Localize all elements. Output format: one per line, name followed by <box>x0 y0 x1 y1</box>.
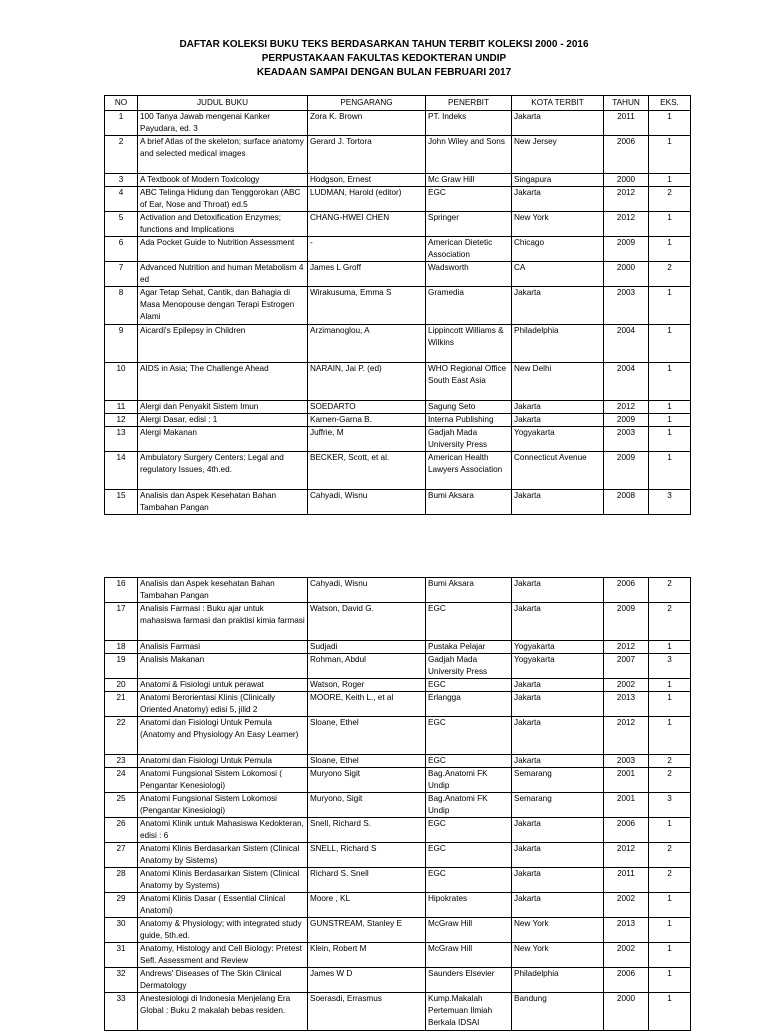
cell-tahun: 2007 <box>604 654 649 679</box>
cell-penerbit: John Wiley and Sons <box>426 136 512 174</box>
cell-kota: Chicago <box>512 237 604 262</box>
cell-no: 1 <box>105 111 138 136</box>
table-row <box>105 363 691 401</box>
cell-pengarang: Klein, Robert M <box>308 943 426 968</box>
cell-kota: Jakarta <box>512 414 604 427</box>
cell-tahun: 2009 <box>604 414 649 427</box>
cell-kota: Jakarta <box>512 843 604 868</box>
cell-pengarang: Watson, Roger <box>308 679 426 692</box>
cell-eks: 1 <box>649 452 691 490</box>
cell-judul: Anatomi Fungsional Sistem Lokomosi (Pengantar Kinesiologi) <box>138 793 308 818</box>
cell-no: 3 <box>105 174 138 187</box>
cell-no: 19 <box>105 654 138 679</box>
cell-pengarang: Soerasdi, Errasmus <box>308 993 426 1031</box>
cell-judul: Analisis dan Aspek Kesehatan Bahan Tambahan Pangan <box>138 490 308 515</box>
cell-tahun: 2008 <box>604 490 649 515</box>
cell-pengarang: - <box>308 237 426 262</box>
cell-no: 13 <box>105 427 138 452</box>
cell-penerbit: EGC <box>426 843 512 868</box>
cell-judul: Anatomy & Physiology; with integrated study guide, 5th.ed. <box>138 918 308 943</box>
cell-judul: ABC Telinga Hidung dan Tenggorokan (ABC of Ear, Nose and Throat) ed.5 <box>138 187 308 212</box>
cell-no: 23 <box>105 755 138 768</box>
cell-no: 28 <box>105 868 138 893</box>
table-row <box>105 401 691 414</box>
cell-pengarang: Juffrie, M <box>308 427 426 452</box>
cell-no: 12 <box>105 414 138 427</box>
cell-eks: 2 <box>649 843 691 868</box>
cell-judul: Analisis Makanan <box>138 654 308 679</box>
cell-eks: 3 <box>649 654 691 679</box>
cell-no: 29 <box>105 893 138 918</box>
cell-eks: 2 <box>649 262 691 287</box>
cell-kota: New York <box>512 943 604 968</box>
cell-eks: 1 <box>649 325 691 363</box>
table-row <box>105 843 691 868</box>
title-line-2: PERPUSTAKAAN FAKULTAS KEDOKTERAN UNDIP <box>261 53 507 64</box>
table-row <box>105 793 691 818</box>
cell-penerbit: American Health Lawyers Association <box>426 452 512 490</box>
cell-tahun: 2006 <box>604 818 649 843</box>
cell-kota: New Delhi <box>512 363 604 401</box>
cell-pengarang: Wirakusuma, Emma S <box>308 287 426 325</box>
cell-penerbit: American Dietetic Association <box>426 237 512 262</box>
cell-judul: Anatomy, Histology and Cell Biology: Pretest Sefl. Assessment and Review <box>138 943 308 968</box>
cell-eks: 2 <box>649 868 691 893</box>
cell-tahun: 2013 <box>604 918 649 943</box>
cell-judul: Aicardi's Epilepsy in Children <box>138 325 308 363</box>
cell-judul: Advanced Nutrition and human Metabolism 4 ed <box>138 262 308 287</box>
title-line-3: KEADAAN SAMPAI DENGAN BULAN FEBRUARI 2017 <box>256 67 512 78</box>
cell-penerbit: EGC <box>426 603 512 641</box>
cell-judul: Anatomi Berorientasi Klinis (Clinically Oriented Anatomy) edisi 5, jilid 2 <box>138 692 308 717</box>
cell-penerbit: McGraw Hill <box>426 943 512 968</box>
cell-judul: Andrews' Diseases of The Skin Clinical Dermatology <box>138 968 308 993</box>
cell-penerbit: EGC <box>426 868 512 893</box>
cell-eks: 1 <box>649 212 691 237</box>
table-row <box>105 325 691 363</box>
cell-pengarang: Cahyadi, Wisnu <box>308 490 426 515</box>
book-table-2 <box>104 577 691 1031</box>
cell-judul: Anestesiologi di Indonesia Menjelang Era Global : Buku 2 makalah bebas residen. <box>138 993 308 1031</box>
cell-no: 6 <box>105 237 138 262</box>
table-row <box>105 287 691 325</box>
cell-no: 15 <box>105 490 138 515</box>
cell-eks: 3 <box>649 490 691 515</box>
cell-eks: 1 <box>649 136 691 174</box>
cell-judul: Anatomi dan Fisiologi Untuk Pemula (Anatomy and Physiology An Easy Learner) <box>138 717 308 755</box>
cell-judul: Anatomi Fungsional Sistem Lokomosi ( Pengantar Kenesiologi) <box>138 768 308 793</box>
cell-judul: Alergi dan Penyakit Sistem Imun <box>138 401 308 414</box>
cell-no: 10 <box>105 363 138 401</box>
cell-kota: Yogyakarta <box>512 654 604 679</box>
cell-kota: Jakarta <box>512 401 604 414</box>
cell-no: 2 <box>105 136 138 174</box>
table-row <box>105 943 691 968</box>
cell-judul: Anatomi Klinis Berdasarkan Sistem (Clinical Anatomy by Sistems) <box>138 843 308 868</box>
cell-penerbit: EGC <box>426 187 512 212</box>
cell-eks: 1 <box>649 427 691 452</box>
table-row <box>105 968 691 993</box>
cell-penerbit: Kump.Makalah Pertemuan Ilmiah Berkala IDSAI <box>426 993 512 1031</box>
cell-tahun: 2013 <box>604 692 649 717</box>
cell-eks: 1 <box>649 968 691 993</box>
table-row <box>105 452 691 490</box>
cell-pengarang: MOORE, Keith L., et al <box>308 692 426 717</box>
cell-penerbit: Lippincott Williams & Wilkins <box>426 325 512 363</box>
cell-eks: 1 <box>649 943 691 968</box>
title-line-1: DAFTAR KOLEKSI BUKU TEKS BERDASARKAN TAHUN TERBIT KOLEKSI 2000 - 2016 <box>179 39 589 50</box>
cell-penerbit: McGraw Hill <box>426 918 512 943</box>
cell-kota: Jakarta <box>512 679 604 692</box>
cell-penerbit: EGC <box>426 679 512 692</box>
book-table-1 <box>104 95 691 515</box>
cell-penerbit: Bumi Aksara <box>426 490 512 515</box>
table-row <box>105 237 691 262</box>
cell-judul: 100 Tanya Jawab mengenai Kanker Payudara, ed. 3 <box>138 111 308 136</box>
cell-penerbit: Saunders Elsevier <box>426 968 512 993</box>
col-header-eks: EKS. <box>649 96 691 111</box>
cell-tahun: 2006 <box>604 136 649 174</box>
col-header-kota: KOTA TERBIT <box>512 96 604 111</box>
cell-penerbit: EGC <box>426 818 512 843</box>
cell-judul: Alergi Makanan <box>138 427 308 452</box>
cell-tahun: 2006 <box>604 968 649 993</box>
cell-penerbit: Hipokrates <box>426 893 512 918</box>
table-row <box>105 262 691 287</box>
cell-kota: Jakarta <box>512 603 604 641</box>
cell-pengarang: Watson, David G. <box>308 603 426 641</box>
cell-no: 8 <box>105 287 138 325</box>
cell-pengarang: James W D <box>308 968 426 993</box>
cell-pengarang: Sloane, Ethel <box>308 755 426 768</box>
cell-pengarang: Gerard J. Tortora <box>308 136 426 174</box>
cell-tahun: 2011 <box>604 111 649 136</box>
cell-penerbit: Interna Publishing <box>426 414 512 427</box>
cell-judul: A brief Atlas of the skeleton; surface anatomy and selected medical images <box>138 136 308 174</box>
cell-eks: 1 <box>649 818 691 843</box>
cell-eks: 1 <box>649 918 691 943</box>
cell-penerbit: Erlangga <box>426 692 512 717</box>
cell-kota: New York <box>512 918 604 943</box>
cell-penerbit: Gadjah Mada University Press <box>426 654 512 679</box>
table-row <box>105 755 691 768</box>
table-row <box>105 868 691 893</box>
cell-tahun: 2012 <box>604 401 649 414</box>
cell-tahun: 2000 <box>604 262 649 287</box>
cell-eks: 1 <box>649 363 691 401</box>
cell-eks: 2 <box>649 187 691 212</box>
cell-no: 9 <box>105 325 138 363</box>
cell-no: 27 <box>105 843 138 868</box>
cell-kota: Jakarta <box>512 818 604 843</box>
cell-no: 26 <box>105 818 138 843</box>
cell-kota: Jakarta <box>512 893 604 918</box>
cell-penerbit: Bag.Anatomi FK Undip <box>426 793 512 818</box>
cell-no: 20 <box>105 679 138 692</box>
table-row <box>105 414 691 427</box>
cell-kota: Jakarta <box>512 578 604 603</box>
table-row <box>105 187 691 212</box>
cell-kota: New Jersey <box>512 136 604 174</box>
cell-judul: Agar Tetap Sehat, Cantik, dan Bahagia di Masa Menopouse dengan Terapi Estrogen Alami <box>138 287 308 325</box>
cell-pengarang: Hodgson, Ernest <box>308 174 426 187</box>
table-row <box>105 212 691 237</box>
cell-no: 32 <box>105 968 138 993</box>
cell-judul: Anatomi & Fisiologi untuk perawat <box>138 679 308 692</box>
cell-no: 18 <box>105 641 138 654</box>
cell-penerbit: Mc Graw Hill <box>426 174 512 187</box>
cell-penerbit: Bag.Anatomi FK Undip <box>426 768 512 793</box>
cell-kota: Jakarta <box>512 287 604 325</box>
col-header-pengarang: PENGARANG <box>308 96 426 111</box>
table-row <box>105 993 691 1031</box>
cell-no: 31 <box>105 943 138 968</box>
cell-kota: Jakarta <box>512 868 604 893</box>
table-row <box>105 654 691 679</box>
cell-judul: Anatomi Klinik untuk Mahasiswa Kedokteran, edisi : 6 <box>138 818 308 843</box>
cell-tahun: 2002 <box>604 679 649 692</box>
cell-eks: 2 <box>649 755 691 768</box>
cell-kota: Philadelphia <box>512 325 604 363</box>
cell-tahun: 2003 <box>604 427 649 452</box>
cell-no: 5 <box>105 212 138 237</box>
cell-judul: Anatomi Klinis Berdasarkan Sistem (Clinical Anatomy by Systems) <box>138 868 308 893</box>
cell-no: 30 <box>105 918 138 943</box>
cell-penerbit: EGC <box>426 717 512 755</box>
cell-no: 33 <box>105 993 138 1031</box>
cell-tahun: 2009 <box>604 452 649 490</box>
cell-tahun: 2002 <box>604 893 649 918</box>
cell-eks: 1 <box>649 692 691 717</box>
cell-eks: 1 <box>649 717 691 755</box>
col-header-no: NO <box>105 96 138 111</box>
cell-kota: Jakarta <box>512 692 604 717</box>
cell-no: 24 <box>105 768 138 793</box>
cell-kota: Philadelphia <box>512 968 604 993</box>
cell-kota: Yogyakarta <box>512 427 604 452</box>
cell-kota: Jakarta <box>512 490 604 515</box>
cell-tahun: 2011 <box>604 868 649 893</box>
cell-kota: Jakarta <box>512 187 604 212</box>
cell-pengarang: Moore , KL <box>308 893 426 918</box>
table-row <box>105 490 691 515</box>
cell-pengarang: Rohman, Abdul <box>308 654 426 679</box>
cell-eks: 1 <box>649 287 691 325</box>
cell-judul: Alergi Dasar, edisi : 1 <box>138 414 308 427</box>
cell-tahun: 2012 <box>604 187 649 212</box>
cell-pengarang: BECKER, Scott, et al. <box>308 452 426 490</box>
cell-tahun: 2012 <box>604 641 649 654</box>
cell-no: 16 <box>105 578 138 603</box>
cell-tahun: 2001 <box>604 793 649 818</box>
cell-eks: 1 <box>649 641 691 654</box>
col-header-penerbit: PENERBIT <box>426 96 512 111</box>
cell-tahun: 2000 <box>604 174 649 187</box>
cell-pengarang: Cahyadi, Wisnu <box>308 578 426 603</box>
cell-tahun: 2006 <box>604 578 649 603</box>
cell-penerbit: Springer <box>426 212 512 237</box>
cell-judul: Activation and Detoxification Enzymes; functions and Implications <box>138 212 308 237</box>
cell-eks: 1 <box>649 679 691 692</box>
cell-pengarang: James L Groff <box>308 262 426 287</box>
table-row <box>105 641 691 654</box>
cell-tahun: 2009 <box>604 603 649 641</box>
cell-kota: Semarang <box>512 793 604 818</box>
cell-pengarang: Muryono Sigit <box>308 768 426 793</box>
table-row <box>105 136 691 174</box>
cell-kota: CA <box>512 262 604 287</box>
cell-no: 25 <box>105 793 138 818</box>
cell-kota: Jakarta <box>512 717 604 755</box>
cell-kota: Singapura <box>512 174 604 187</box>
cell-tahun: 2004 <box>604 363 649 401</box>
cell-pengarang: Sudjadi <box>308 641 426 654</box>
cell-tahun: 2001 <box>604 768 649 793</box>
cell-pengarang: Zora K. Brown <box>308 111 426 136</box>
cell-penerbit: Sagung Seto <box>426 401 512 414</box>
cell-eks: 1 <box>649 893 691 918</box>
cell-judul: Analisis Farmasi <box>138 641 308 654</box>
cell-tahun: 2002 <box>604 943 649 968</box>
table-row <box>105 818 691 843</box>
cell-eks: 1 <box>649 401 691 414</box>
table-row <box>105 603 691 641</box>
cell-pengarang: Arzimanoglou, A <box>308 325 426 363</box>
cell-pengarang: LUDMAN, Harold (editor) <box>308 187 426 212</box>
cell-kota: Jakarta <box>512 111 604 136</box>
table-row <box>105 717 691 755</box>
cell-pengarang: SOEDARTO <box>308 401 426 414</box>
table-row <box>105 578 691 603</box>
cell-no: 17 <box>105 603 138 641</box>
table-row <box>105 692 691 717</box>
cell-judul: AIDS in Asia; The Challenge Ahead <box>138 363 308 401</box>
cell-pengarang: Richard S. Snell <box>308 868 426 893</box>
table-row <box>105 174 691 187</box>
cell-no: 22 <box>105 717 138 755</box>
table-row <box>105 679 691 692</box>
cell-penerbit: EGC <box>426 755 512 768</box>
cell-judul: Anatomi Klinis Dasar ( Essential Clinical Anatomi) <box>138 893 308 918</box>
table-row <box>105 111 691 136</box>
cell-pengarang: GUNSTREAM, Stanley E <box>308 918 426 943</box>
cell-eks: 2 <box>649 768 691 793</box>
cell-pengarang: SNELL, Richard S <box>308 843 426 868</box>
cell-penerbit: WHO Regional Office South East Asia <box>426 363 512 401</box>
cell-kota: Bandung <box>512 993 604 1031</box>
cell-pengarang: Muryono, Sigit <box>308 793 426 818</box>
cell-eks: 2 <box>649 578 691 603</box>
cell-penerbit: PT. Indeks <box>426 111 512 136</box>
col-header-judul: JUDUL BUKU <box>138 96 308 111</box>
cell-penerbit: Wadsworth <box>426 262 512 287</box>
cell-eks: 3 <box>649 793 691 818</box>
cell-tahun: 2003 <box>604 287 649 325</box>
cell-no: 11 <box>105 401 138 414</box>
cell-pengarang: NARAIN, Jai P. (ed) <box>308 363 426 401</box>
col-header-tahun: TAHUN <box>604 96 649 111</box>
cell-penerbit: Bumi Aksara <box>426 578 512 603</box>
cell-judul: Anatomi dan Fisiologi Untuk Pemula <box>138 755 308 768</box>
cell-judul: Analisis Farmasi : Buku ajar untuk mahasiswa farmasi dan praktisi kimia farmasi <box>138 603 308 641</box>
cell-no: 21 <box>105 692 138 717</box>
table-row <box>105 768 691 793</box>
cell-penerbit: Pustaka Pelajar <box>426 641 512 654</box>
cell-kota: Connecticut Avenue <box>512 452 604 490</box>
cell-eks: 1 <box>649 174 691 187</box>
cell-tahun: 2012 <box>604 212 649 237</box>
cell-no: 4 <box>105 187 138 212</box>
cell-tahun: 2003 <box>604 755 649 768</box>
table-header-row <box>105 96 691 111</box>
cell-judul: Ada Pocket Guide to Nutrition Assessment <box>138 237 308 262</box>
table-row <box>105 427 691 452</box>
cell-tahun: 2000 <box>604 993 649 1031</box>
cell-kota: Yogyakarta <box>512 641 604 654</box>
cell-penerbit: Gadjah Mada University Press <box>426 427 512 452</box>
cell-penerbit: Gramedia <box>426 287 512 325</box>
cell-kota: Semarang <box>512 768 604 793</box>
cell-eks: 1 <box>649 414 691 427</box>
document-header <box>0 38 768 80</box>
cell-eks: 1 <box>649 111 691 136</box>
cell-pengarang: Sloane, Ethel <box>308 717 426 755</box>
cell-judul: Analisis dan Aspek kesehatan Bahan Tambahan Pangan <box>138 578 308 603</box>
cell-pengarang: Snell, Richard S. <box>308 818 426 843</box>
cell-pengarang: Karnen-Garna B. <box>308 414 426 427</box>
cell-judul: A Textbook of Modern Toxicology <box>138 174 308 187</box>
cell-tahun: 2012 <box>604 717 649 755</box>
cell-eks: 1 <box>649 993 691 1031</box>
cell-tahun: 2012 <box>604 843 649 868</box>
cell-judul: Ambulatory Surgery Centers: Legal and regulatory Issues, 4th.ed. <box>138 452 308 490</box>
table-row <box>105 918 691 943</box>
cell-kota: New York <box>512 212 604 237</box>
cell-no: 14 <box>105 452 138 490</box>
table-row <box>105 893 691 918</box>
cell-eks: 1 <box>649 237 691 262</box>
cell-tahun: 2009 <box>604 237 649 262</box>
cell-tahun: 2004 <box>604 325 649 363</box>
cell-eks: 2 <box>649 603 691 641</box>
cell-pengarang: CHANG-HWEI CHEN <box>308 212 426 237</box>
cell-kota: Jakarta <box>512 755 604 768</box>
cell-no: 7 <box>105 262 138 287</box>
